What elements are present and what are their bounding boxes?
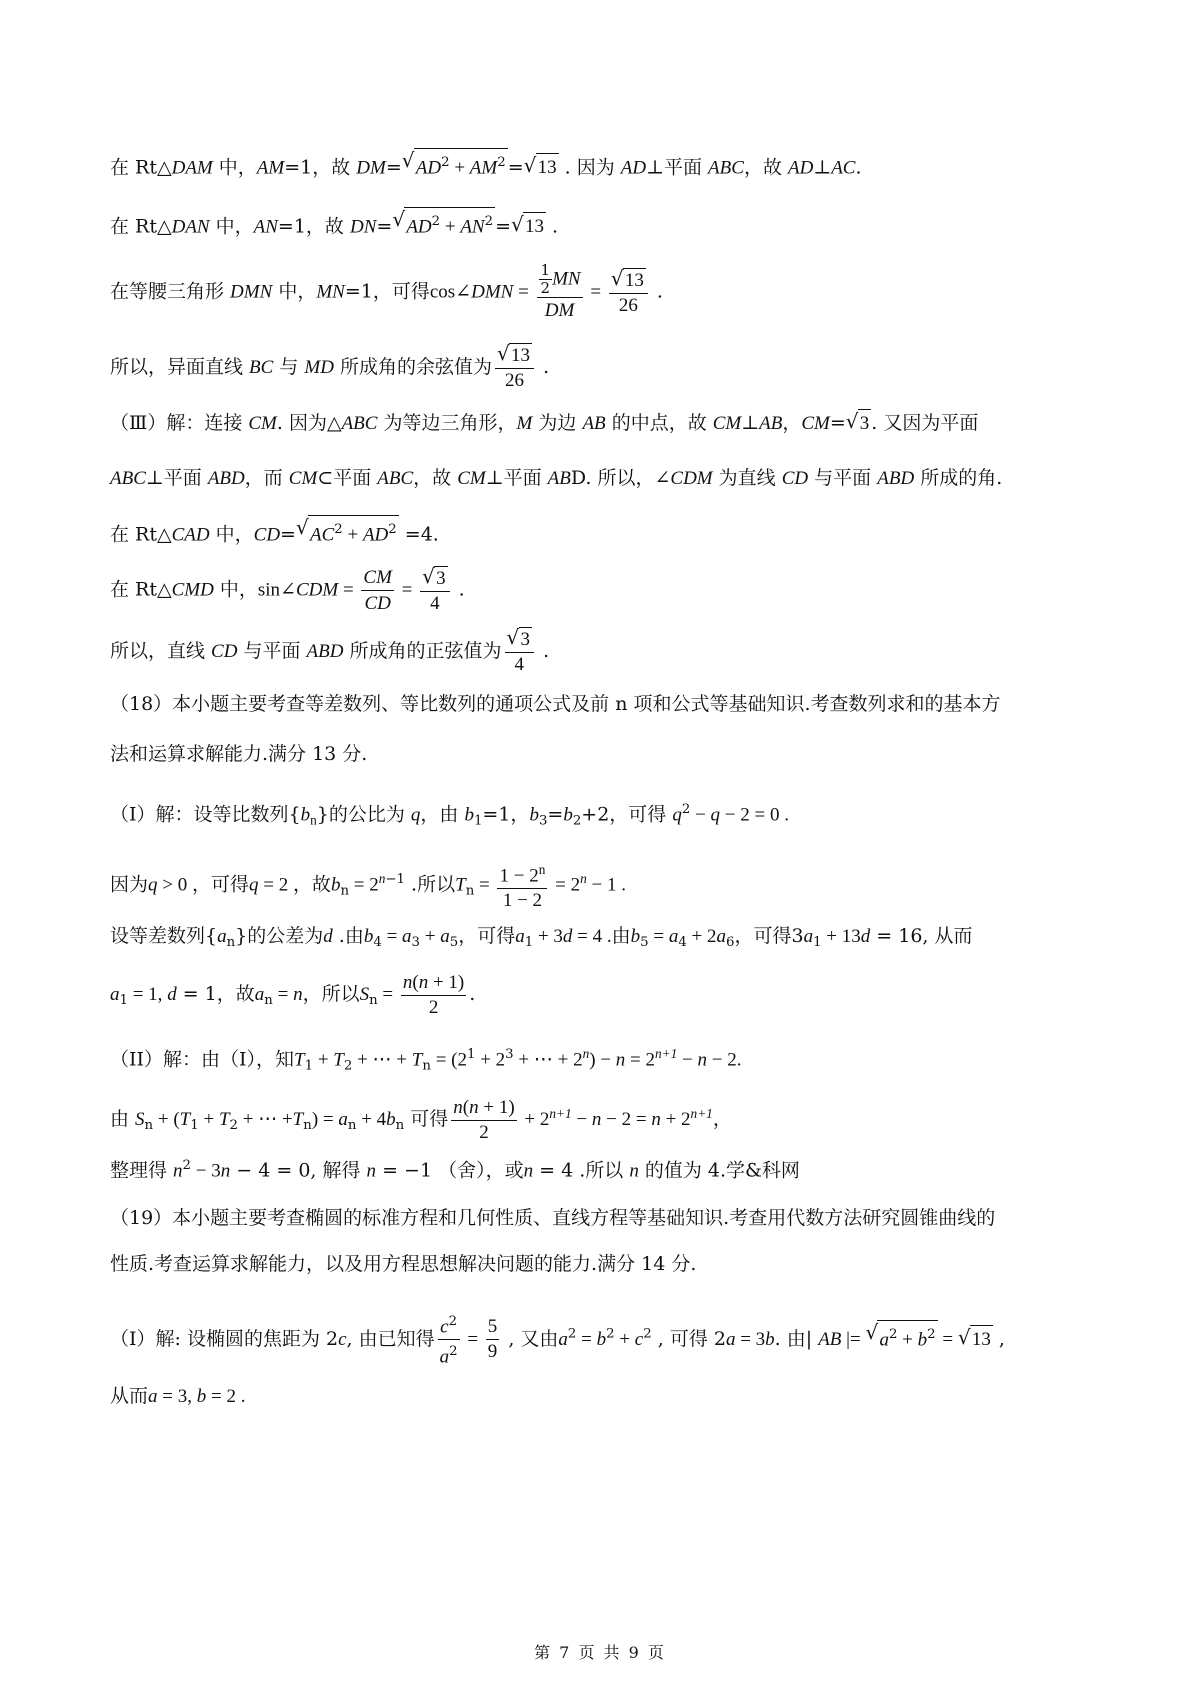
text-line: 所以，直线 CD 与平面 ABD 所成角的正弦值为 √ $\frac{3}{4}$ .	[110, 627, 549, 677]
text-line: 因为q > 0 ，可得q = 2 ，故$b_n = 2^{n-1}$ .所以$T_n$ = $\frac{1 - 2^n}{1 - 2}$ = $2^n - 1$ .	[110, 858, 626, 913]
text-line: 由 $S_n + (T_1 + T_2$ + ⋯ $+T_n) = a_n + 4b_n$ 可得 $\frac{n(n + 1)}{2}$ + $2^{n+1} - n - 2 = n + 2^{n+1}$，	[110, 1097, 732, 1143]
text-line: 在等腰三角形 DMN 中，MN=1，可得cos∠DMN = $\frac{1}{2}$ MN DM = √ $\frac{13}{26}$ .	[110, 262, 663, 323]
fraction: √ $\frac{3}{4}$	[505, 627, 535, 677]
text-line: 从而a = 3, b = 2 .	[110, 1385, 246, 1407]
text-line: （I）解：设等比数列$\{b_n\}$的公比为 q，由 $b_1=1$，$b_3=b_2+2$，可得 $q^2 - q - 2 = 0$ .	[110, 802, 789, 829]
text-line: 整理得 $n^2 - 3n - 4 = 0$, 解得 n = −1 （舍），或n = 4 .所以 n 的值为 4.学&科网	[110, 1158, 800, 1182]
text-line: （Ⅲ）解：连接 CM. 因为△ABC 为等边三角形，M 为边 AB 的中点，故 CM⊥AB，CM=√ 3 . 又因为平面	[110, 409, 978, 438]
section-19-intro: （19）本小题主要考查椭圆的标准方程和几何性质、直线方程等基础知识.考查用代数方法研究圆锥曲线的	[110, 1207, 996, 1229]
fraction: √ $\frac{3}{4}$	[420, 566, 450, 616]
sqrt-expression: √ $AC^2 + AD^2$	[296, 515, 399, 549]
text-line: 在 Rt△DAM 中，AM=1，故 DM=√ $AD^2 + AM^2$ =√ 13 . 因为 AD⊥平面 ABC，故 AD⊥AC.	[110, 148, 862, 182]
text-line: （I）解: 设椭圆的焦距为 2c, 由已知得 $\frac{c^2}{a^2}$ = $\frac{5}{9}$ , 又由$a^2 = b^2 + c^2$ , 可得 2a = 3b. 由| AB |= √ $a^2 + b^2$ = √ 13 ,	[110, 1310, 1005, 1370]
text-line: 在 Rt△DAN 中，AN=1，故 DN=√ $AD^2 + AN^2$ =√ 13 .	[110, 207, 558, 241]
sqrt-expression: √ $a^2 + b^2$	[865, 1320, 937, 1354]
fraction: $\frac{1 - 2^n}{1 - 2}$	[497, 858, 547, 913]
sqrt-expression: √ 13	[958, 1325, 993, 1354]
fraction: √ $\frac{13}{26}$	[495, 343, 534, 393]
fraction: $\frac{n(n + 1)}{2}$	[453, 1097, 515, 1143]
text-line: 在 Rt△CAD 中，CD=√ $AC^2 + AD^2 =4$.	[110, 515, 439, 549]
text-line: ABC⊥平面 ABD，而 CM⊂平面 ABC，故 CM⊥平面 ABD. 所以，∠CDM 为直线 CD 与平面 ABD 所成的角.	[110, 467, 1003, 489]
sqrt-expression: √ 13	[511, 212, 546, 241]
fraction: $\frac{CM}{CD}$	[363, 567, 392, 614]
section-18-intro: （18）本小题主要考查等差数列、等比数列的通项公式及前 n 项和公式等基础知识.考查数列求和的基本方	[110, 693, 1001, 715]
fraction: √ $\frac{13}{26}$	[609, 268, 648, 318]
page-footer: 第 7 页 共 9 页	[534, 1643, 666, 1662]
fraction: $\frac{c^2}{a^2}$	[438, 1310, 460, 1370]
sqrt-expression: √ $AD^2 + AN^2$	[392, 207, 495, 241]
sqrt-expression: √ 13	[524, 153, 559, 182]
fraction: $\frac{n(n + 1)}{2}$	[402, 972, 465, 1018]
text-line: 在 Rt△CMD 中，sin∠CDM = $\frac{CM}{CD}$ = √ $\frac{3}{4}$ .	[110, 565, 465, 616]
section-19-intro-cont: 性质.考查运算求解能力，以及用方程思想解决问题的能力.满分 14 分.	[110, 1253, 697, 1275]
fraction: $\frac{5}{9}$	[487, 1316, 498, 1363]
sqrt-expression: √ 3	[846, 409, 872, 438]
text-line: （II）解：由（I），知$T_1 + T_2$ + ⋯ + $T_n = (2^1 + 2^3$ + ⋯ + $2^n) - n = 2^{n+1} - n - 2$.	[110, 1046, 742, 1074]
sqrt-expression: √ $AD^2 + AM^2$	[402, 148, 508, 182]
section-18-intro-cont: 法和运算求解能力.满分 13 分.	[110, 743, 368, 765]
text-line: 所以，异面直线 BC 与 MD 所成角的余弦值为 √ $\frac{13}{26}$ .	[110, 343, 549, 393]
fraction: $\frac{1}{2}$ MN DM	[537, 262, 583, 323]
text-line: 设等差数列$\{a_n\}$的公差为d .由$b_4 = a_3 + a_5$，可得$a_1 + 3d = 4$ .由$b_5 = a_4 + 2a_6$，可得$3a_1 + 13d = 16$, 从而	[110, 925, 973, 950]
text-line: $a_1 = 1$, d = 1，故$a_n = n$，所以$S_n$ = $\frac{n(n + 1)}{2}$ .	[110, 972, 476, 1018]
